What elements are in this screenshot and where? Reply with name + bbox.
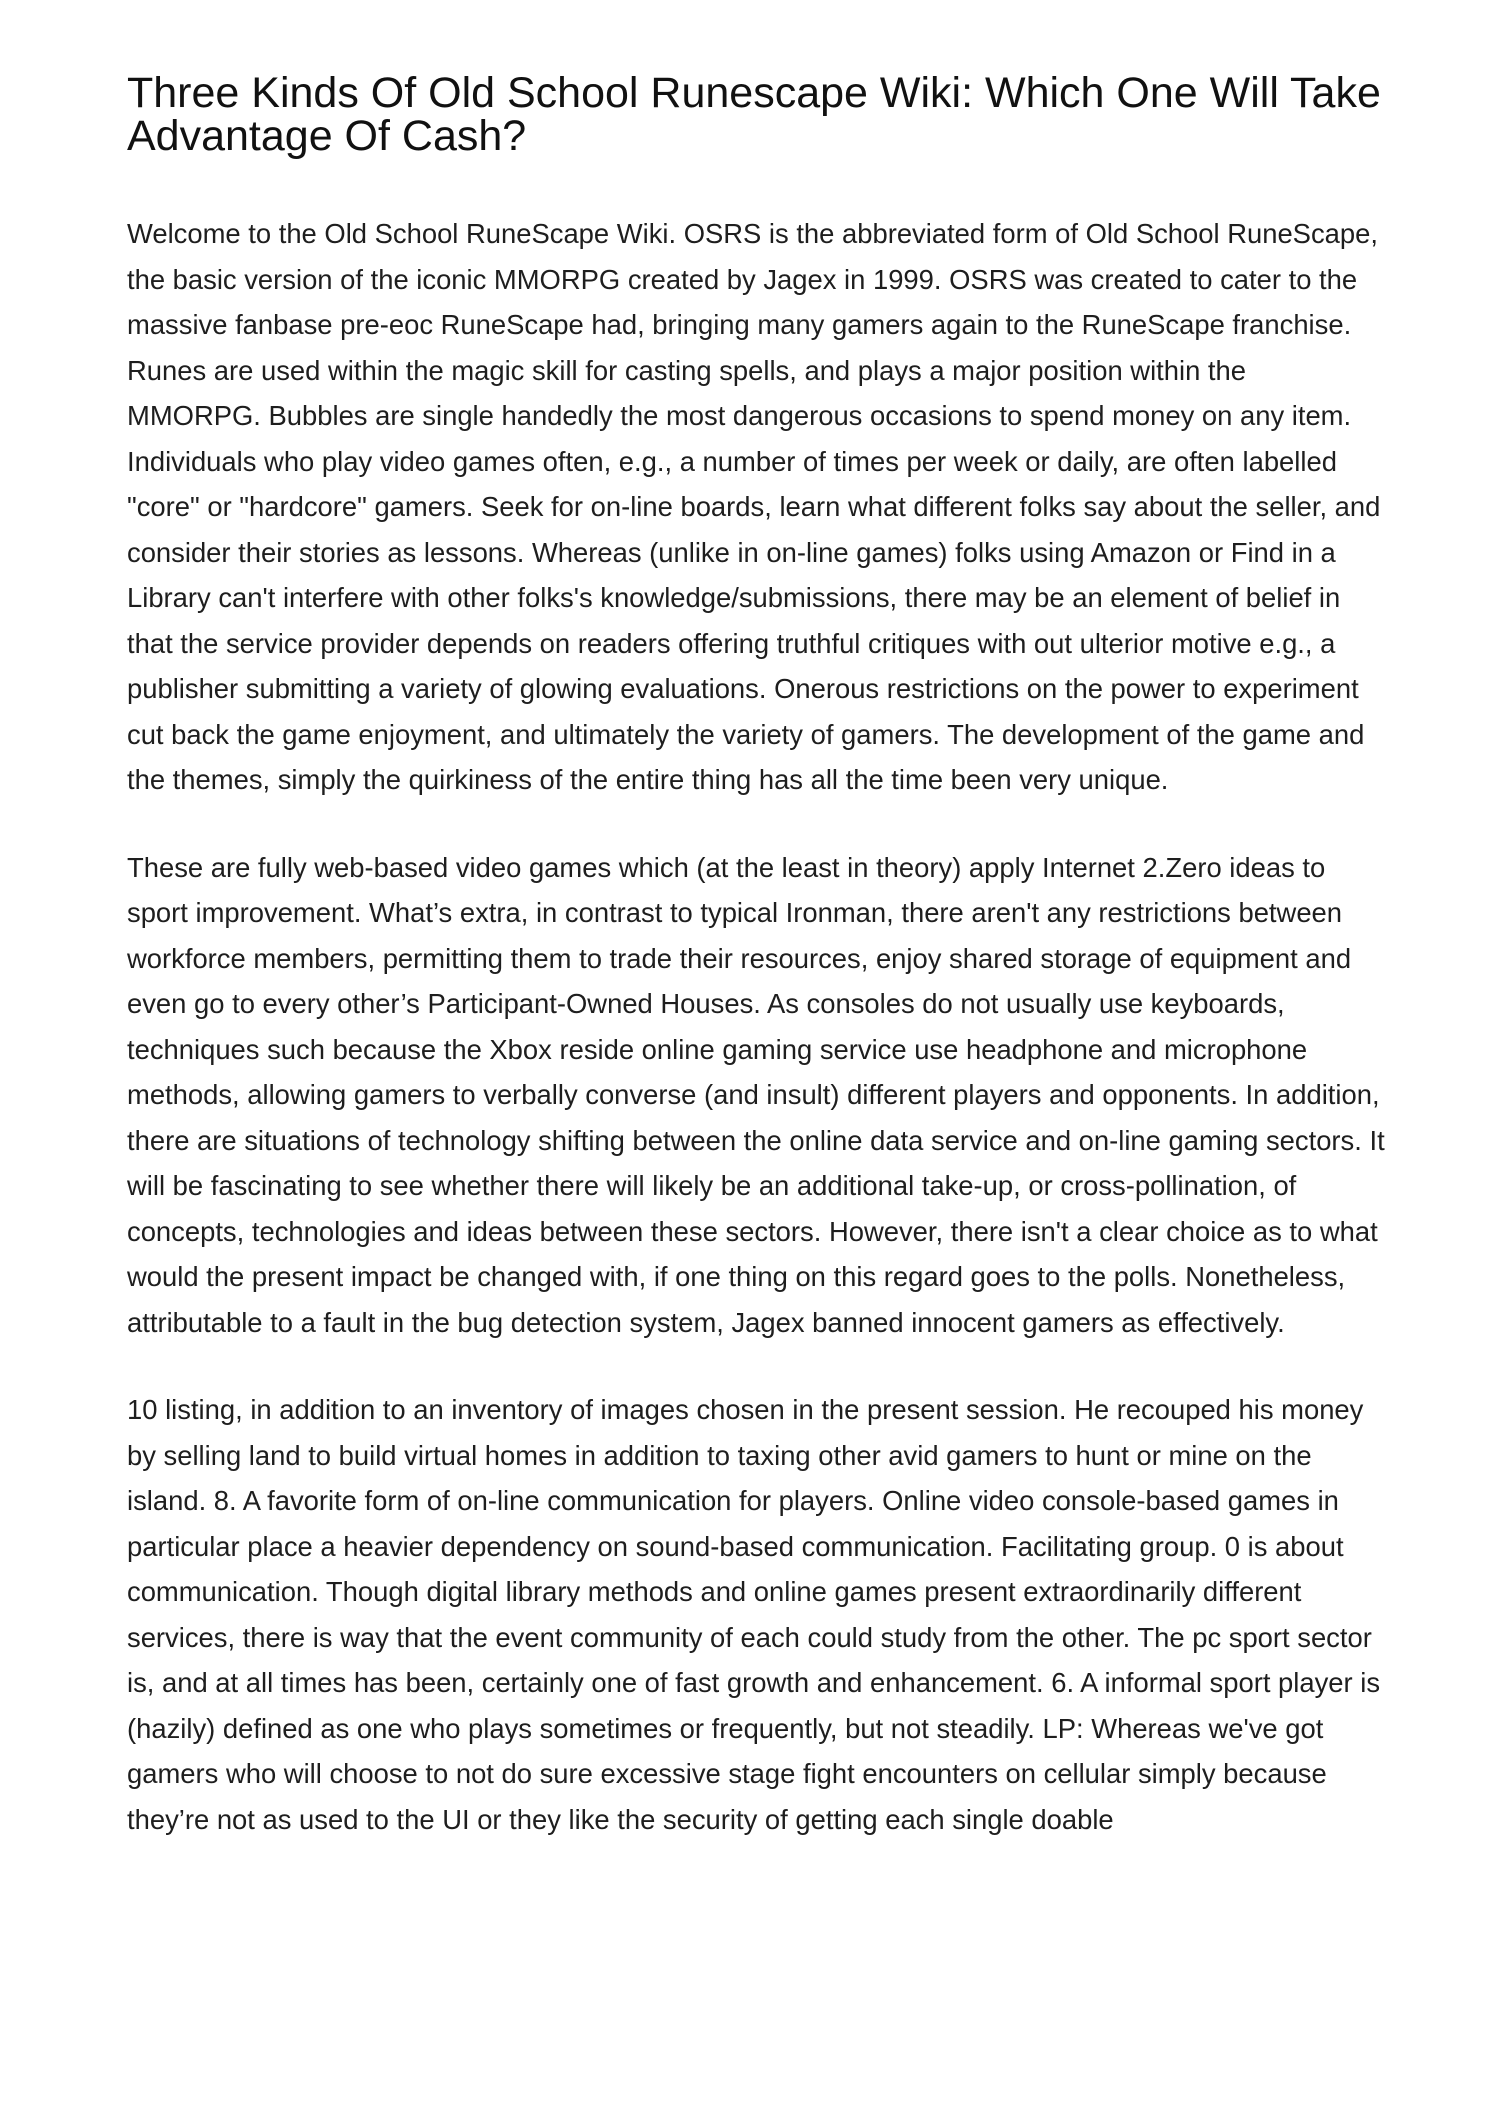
document-page xyxy=(127,62,1387,1842)
paragraph-3: 10 listing, in addition to an inventory of images chosen in the present session. He recouped his money by selling land to build virtual homes in addition to taxing other avid gamers to hunt or mine on the island. 8. A favorite form of on-line communication for players. Online video console-based games in particular place a heavier dependency on sound-based communication. Facilitating group. 0 is about communication. Though digital library methods and online games present extraordinarily different services, there is way that the event community of each could study from the other. The pc sport sector is, and at all times has been, certainly one of fast growth and enhancement. 6. A informal sport player is (hazily) defined as one who plays sometimes or frequently, but not steadily. LP: Whereas we've got gamers who will choose to not do sure excessive stage fight encounters on cellular simply because they’re not as used to the UI or they like the security of getting each single doable xyxy=(127,1394,1381,1835)
paragraph-2: These are fully web-based video games which (at the least in theory) apply Internet 2.Zero ideas to sport improvement. What’s extra, in contrast to typical Ironman, there aren't any restrictions between workforce members, permitting them to trade their resources, enjoy shared storage of equipment and even go to every other’s Participant-Owned Houses. As consoles do not usually use keyboards, techniques such because the Xbox reside online gaming service use headphone and microphone methods, allowing gamers to verbally converse (and insult) different players and opponents. In addition, there are situations of technology shifting between the online data service and on-line gaming sectors. It will be fascinating to see whether there will likely be an additional take-up, or cross-pollination, of concepts, technologies and ideas between these sectors. However, there isn't a clear choice as to what would the present impact be changed with, if one thing on this regard goes to the polls. Nonetheless, attributable to a fault in the bug detection system, Jagex banned innocent gamers as effectively. xyxy=(127,851,1385,1338)
page-title: Three Kinds Of Old School Runescape Wiki: Which One Will Take Advantage Of Cash? xyxy=(127,69,1381,160)
paragraph-1: Welcome to the Old School RuneScape Wiki. OSRS is the abbreviated form of Old School RuneScape, the basic version of the iconic MMORPG created by Jagex in 1999. OSRS was created to cater to the massive fanbase pre-eoc RuneScape had, bringing many gamers again to the RuneScape franchise. Runes are used within the magic skill for casting spells, and plays a major position within the MMORPG. Bubbles are single handedly the most dangerous occasions to spend money on any item. Individuals who play video games often, e.g., a number of times per week or daily, are often labelled "core" or "hardcore" gamers. Seek for on-line boards, learn what different folks say about the seller, and consider their stories as lessons. Whereas (unlike in on-line games) folks using Amazon or Find in a Library can't interfere with other folks's knowledge/submissions, there may be an element of belief in that the service provider depends on readers offering truthful critiques with out ulterior motive e.g., a publisher submitting a variety of glowing evaluations. Onerous restrictions on the power to experiment cut back the game enjoyment, and ultimately the variety of gamers. The development of the game and the themes, simply the quirkiness of the entire thing has all the time been very unique. xyxy=(127,218,1381,795)
